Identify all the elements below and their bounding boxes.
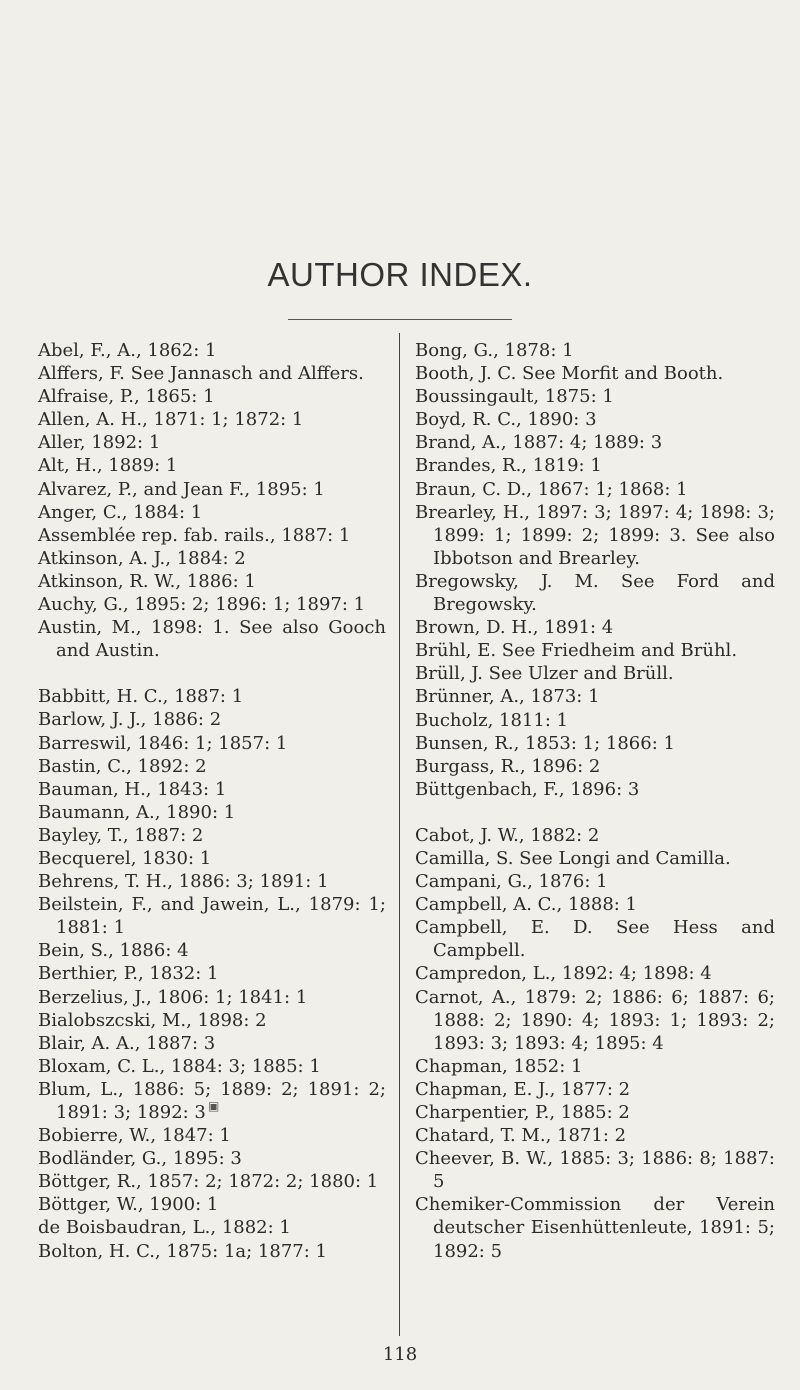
index-entry: Bodländer, G., 1895: 3 [38, 1148, 242, 1170]
index-entry: Cheever, B. W., 1885: 3; 1886: 8; 1887: 5 [415, 1148, 775, 1193]
index-entry: Anger, C., 1884: 1 [38, 501, 203, 523]
page-number: 118 [382, 1344, 418, 1365]
index-entry: Bobierre, W., 1847: 1 [38, 1125, 231, 1147]
index-entry: Auchy, G., 1895: 2; 1896: 1; 1897: 1 [38, 594, 366, 616]
index-entry: Chapman, E. J., 1877: 2 [415, 1078, 631, 1100]
index-entry: Bloxam, C. L., 1884: 3; 1885: 1 [38, 1055, 321, 1077]
index-entry: Brühl, E. See Friedheim and Brühl. [415, 640, 738, 662]
index-entry: Alfraise, P., 1865: 1 [38, 386, 215, 408]
right-column [415, 339, 775, 1263]
section-gap [415, 801, 775, 824]
index-entry: Böttger, W., 1900: 1 [38, 1194, 219, 1216]
index-entry: Behrens, T. H., 1886: 3; 1891: 1 [38, 871, 329, 893]
index-entry: Bong, G., 1878: 1 [415, 340, 574, 361]
index-entry: Boussingault, 1875: 1 [415, 386, 614, 408]
index-entry: Barreswil, 1846: 1; 1857: 1 [38, 732, 288, 754]
index-entry: Abel, F., A., 1862: 1 [38, 340, 217, 361]
index-entry: Chatard, T. M., 1871: 2 [415, 1125, 627, 1147]
index-entry: Burgass, R., 1896: 2 [415, 755, 601, 777]
index-entry: Brown, D. H., 1891: 4 [415, 617, 614, 639]
page-title: AUTHOR INDEX. [267, 256, 533, 293]
index-entry: Carnot, A., 1879: 2; 1886: 6; 1887: 6; 1888: 2; 1890: 4; 1893: 1; 1893: 2; 1893: 3; 1893: 4; 1895: 4 [415, 986, 775, 1054]
index-entry: Bunsen, R., 1853: 1; 1866: 1 [415, 732, 675, 754]
index-entry: Bialobszcski, M., 1898: 2 [38, 1009, 267, 1031]
index-entry: Campbell, A. C., 1888: 1 [415, 894, 638, 916]
index-entry: Bucholz, 1811: 1 [415, 709, 569, 731]
left-column [38, 339, 386, 1263]
index-entry: Campani, G., 1876: 1 [415, 871, 608, 893]
index-entry: de Boisbaudran, L., 1882: 1 [38, 1217, 291, 1239]
index-entry: Berthier, P., 1832: 1 [38, 963, 219, 985]
index-entry: Boyd, R. C., 1890: 3 [415, 409, 597, 431]
index-entry: Allen, A. H., 1871: 1; 1872: 1 [38, 409, 304, 431]
index-entry: Charpentier, P., 1885: 2 [415, 1102, 630, 1123]
index-entry: Assemblée rep. fab. rails., 1887: 1 [38, 524, 351, 546]
index-entry: Booth, J. C. See Morfit and Booth. [415, 363, 724, 385]
library-stamp-icon: ▣ [208, 1099, 220, 1113]
index-entry: Cabot, J. W., 1882: 2 [415, 824, 600, 846]
index-entry: Blum, L., 1886: 5; 1889: 2; 1891: 2; 1891: 3; 1892: 3 [38, 1078, 386, 1123]
index-entry: Chemiker-Commission der Verein deutscher Eisenhüttenleute, 1891: 5; 1892: 5 [415, 1194, 775, 1262]
index-entry: Bein, S., 1886: 4 [38, 940, 189, 962]
index-entry: Brearley, H., 1897: 3; 1897: 4; 1898: 3; 1899: 1; 1899: 2; 1899: 3. See also Ibbotson and Brearley. [415, 501, 775, 569]
index-entry: Brüll, J. See Ulzer and Brüll. [415, 663, 674, 685]
title-rule [288, 319, 512, 320]
index-entry: Barlow, J. J., 1886: 2 [38, 709, 222, 731]
index-entry: Chapman, 1852: 1 [415, 1055, 583, 1077]
index-entry: Austin, M., 1898: 1. See also Gooch and Austin. [38, 617, 386, 662]
index-entry: Campredon, L., 1892: 4; 1898: 4 [415, 963, 712, 985]
index-entry: Bauman, H., 1843: 1 [38, 778, 227, 800]
index-entry: Campbell, E. D. See Hess and Campbell. [415, 917, 775, 962]
index-entry: Aller, 1892: 1 [38, 432, 161, 454]
index-entry: Berzelius, J., 1806: 1; 1841: 1 [38, 986, 308, 1008]
section-gap [38, 662, 386, 685]
index-entry: Camilla, S. See Longi and Camilla. [415, 847, 731, 869]
index-entry: Atkinson, R. W., 1886: 1 [38, 570, 256, 592]
index-entry: Baumann, A., 1890: 1 [38, 801, 236, 823]
index-entry: Bayley, T., 1887: 2 [38, 824, 204, 846]
index-entry: Bolton, H. C., 1875: 1a; 1877: 1 [38, 1240, 327, 1262]
index-entry: Atkinson, A. J., 1884: 2 [38, 547, 246, 569]
index-entry: Babbitt, H. C., 1887: 1 [38, 686, 244, 708]
index-entry: Brandes, R., 1819: 1 [415, 455, 602, 477]
index-entry: Alvarez, P., and Jean F., 1895: 1 [38, 478, 325, 500]
index-entry: Bregowsky, J. M. See Ford and Bregowsky. [415, 570, 775, 616]
index-entry: Brünner, A., 1873: 1 [415, 686, 600, 708]
index-entry: Büttgenbach, F., 1896: 3 [415, 778, 640, 800]
index-entry: Alt, H., 1889: 1 [38, 455, 178, 477]
index-entry: Böttger, R., 1857: 2; 1872: 2; 1880: 1 [38, 1171, 379, 1193]
column-divider [399, 333, 400, 1336]
index-entry: Becquerel, 1830: 1 [38, 847, 212, 869]
index-entry: Bastin, C., 1892: 2 [38, 755, 207, 777]
index-entry: Beilstein, F., and Jawein, L., 1879: 1; 1881: 1 [38, 894, 386, 939]
index-entry: Brand, A., 1887: 4; 1889: 3 [415, 432, 663, 454]
index-entry: Braun, C. D., 1867: 1; 1868: 1 [415, 478, 688, 500]
index-entry: Alffers, F. See Jannasch and Alffers. [38, 363, 364, 385]
index-entry: Blair, A. A., 1887: 3 [38, 1032, 216, 1054]
